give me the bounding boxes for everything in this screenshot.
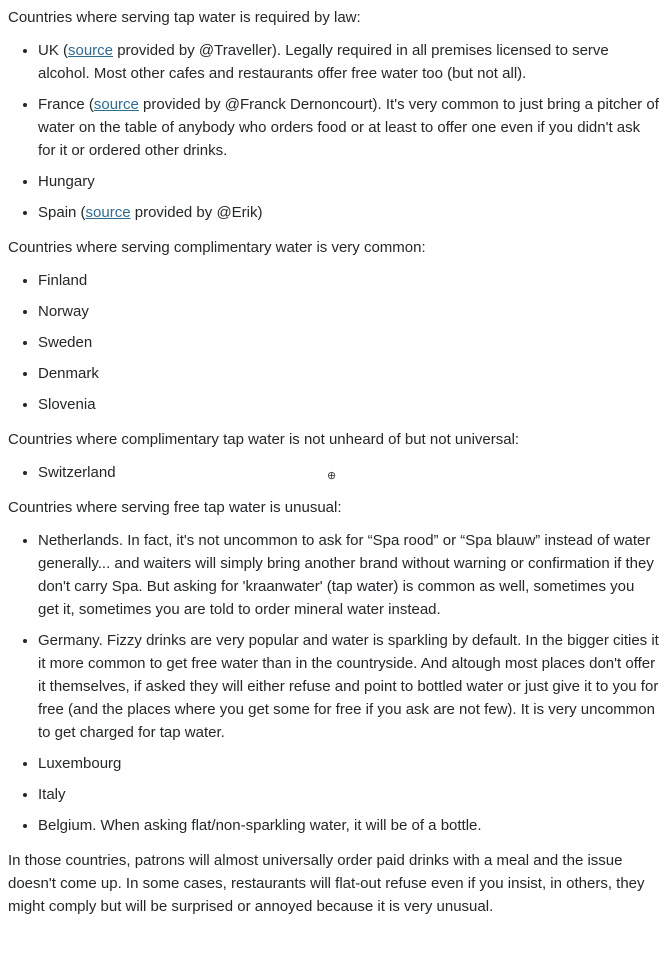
section-heading-law: Countries where serving tap water is required by law: [8,9,361,26]
list-common [8,269,659,416]
source-link[interactable]: source [85,204,131,221]
list-item: • Netherlands. In fact, it's not uncommon to ask for “Spa rood” or “Spa blauw” instead of water generally... and waiters will simply bring another brand without warning or confirmation if they don't carry Spa. But asking for 'kraanwater' (tap water) is common as well, sometimes you get it, sometimes you are told to order mineral water instead. [38,529,659,621]
section-heading-common: Countries where serving complimentary water is very common: [8,239,426,256]
closing-paragraph: In those countries, patrons will almost universally order paid drinks with a meal and the issue doesn't come up. In some cases, restaurants will flat-out refuse even if you insist, in others, they might comply but will be surprised or annoyed because it is very unusual. [8,852,645,915]
list-item: • Sweden [38,331,659,354]
list-item: • Belgium. When asking flat/non-sparkling water, it will be of a bottle. [38,814,659,837]
list-item: • Slovenia [38,393,659,416]
list-item: • Denmark [38,362,659,385]
list-item: • Hungary [38,170,659,193]
source-link[interactable]: source [68,42,114,59]
list-item: • Spain (source provided by @Erik) [38,201,659,224]
list-item: • Luxembourg [38,752,659,775]
section-heading-not-universal: Countries where complimentary tap water is not unheard of but not universal: [8,431,520,448]
list-item: • Germany. Fizzy drinks are very popular and water is sparkling by default. In the bigger cities it it more common to get free water than in the countryside. And altough most places don't offer it themselves, if asked they will either refuse and point to bottled water or just give it to you for free (and the places where you get some for free if you ask are not few). It is very uncommon to get charged for tap water. [38,629,659,744]
source-link[interactable]: source [93,96,139,113]
mouse-cursor-icon: ⊕ [327,470,337,482]
list-law [8,39,659,224]
list-item: • Italy [38,783,659,806]
list-item: • Norway [38,300,659,323]
list-item: • Finland [38,269,659,292]
list-item: • France (source provided by @Franck Dernoncourt). It's very common to just bring a pitcher of water on the table of anybody who orders food or at least to offer one even if you didn't ask for it or ordered other drinks. [38,93,659,162]
list-item: • Switzerland [38,461,659,484]
section-heading-unusual: Countries where serving free tap water is unusual: [8,499,342,516]
list-item: • UK (source provided by @Traveller). Legally required in all premises licensed to serve alcohol. Most other cafes and restaurants offer free water too (but not all). [38,39,659,85]
list-unusual [8,529,659,837]
